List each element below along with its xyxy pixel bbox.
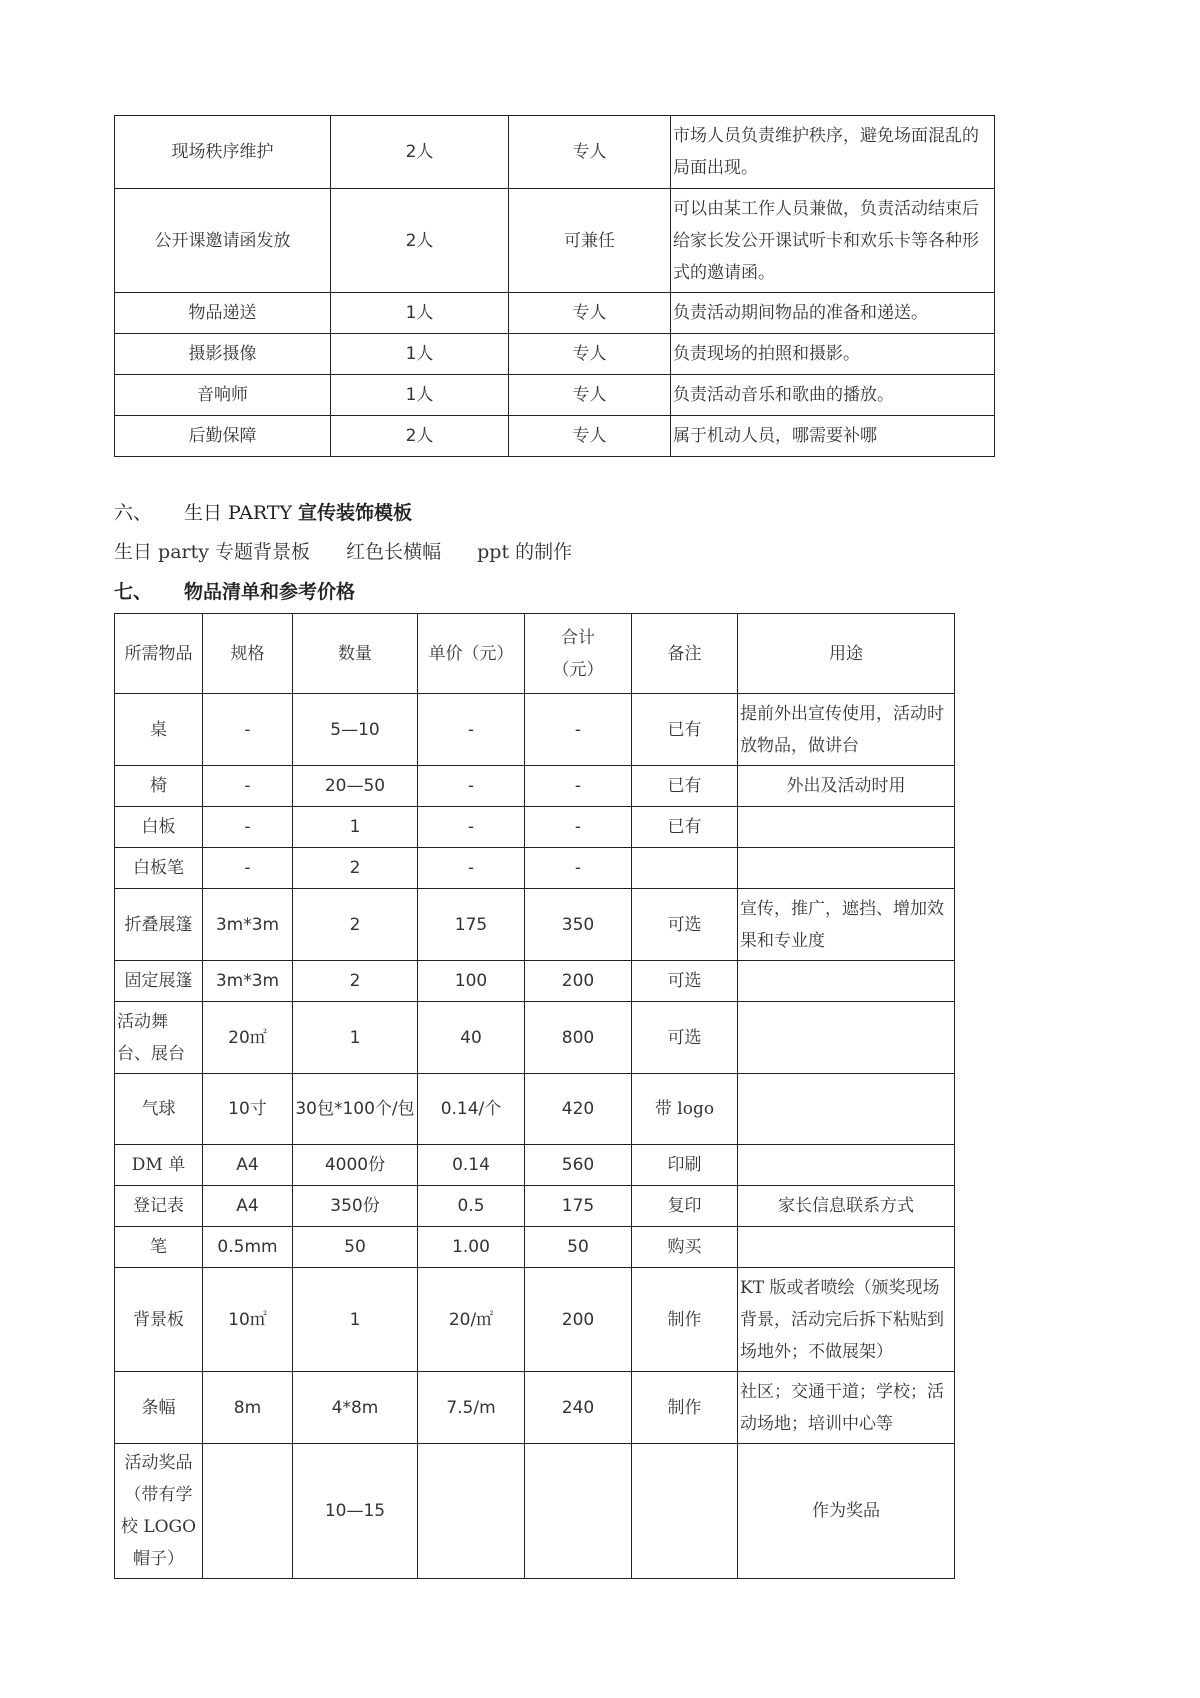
cell-spec: - (203, 848, 293, 889)
cell-price (418, 1444, 525, 1579)
cell-price: 1.00 (418, 1227, 525, 1268)
cell-spec (203, 1444, 293, 1579)
table-row (115, 1002, 955, 1074)
header-spec: 规格 (203, 614, 293, 694)
section-6-number: 六、 (114, 502, 153, 524)
cell-total: - (525, 766, 632, 807)
staff-desc: 市场人员负责维护秩序，避免场面混乱的局面出现。 (671, 116, 995, 189)
section-6-item: ppt 的制作 (477, 541, 573, 563)
table-row (115, 189, 995, 293)
staff-count: 1人 (331, 334, 509, 375)
cell-use (738, 848, 955, 889)
cell-qty: 5—10 (293, 694, 418, 766)
cell-price: - (418, 848, 525, 889)
header-total: 合计（元） (525, 614, 632, 694)
cell-price: - (418, 694, 525, 766)
staff-type: 专人 (509, 116, 671, 189)
cell-use: 宣传，推广，遮挡、增加效果和专业度 (738, 889, 955, 961)
cell-note: 购买 (632, 1227, 738, 1268)
cell-total (525, 1444, 632, 1579)
cell-qty: 2 (293, 848, 418, 889)
cell-spec: 10㎡ (203, 1268, 293, 1372)
table-row (115, 1145, 955, 1186)
cell-total: 200 (525, 1268, 632, 1372)
cell-qty: 4*8m (293, 1372, 418, 1444)
cell-use: KT 版或者喷绘（颁奖现场背景，活动完后拆下粘贴到场地外；不做展架） (738, 1268, 955, 1372)
cell-use (738, 1145, 955, 1186)
cell-use (738, 1227, 955, 1268)
section-6-title-bold: 宣传装饰模板 (298, 502, 413, 524)
cell-price: 20/㎡ (418, 1268, 525, 1372)
staff-type: 专人 (509, 293, 671, 334)
cell-item: 活动舞台、展台 (115, 1002, 203, 1074)
cell-item: 笔 (115, 1227, 203, 1268)
cell-use (738, 1002, 955, 1074)
table-row (115, 1268, 955, 1372)
cell-price: 0.14 (418, 1145, 525, 1186)
cell-item: 活动奖品（带有学校 LOGO 帽子） (115, 1444, 203, 1579)
cell-spec: - (203, 766, 293, 807)
cell-spec: 8m (203, 1372, 293, 1444)
staff-desc: 属于机动人员，哪需要补哪 (671, 416, 995, 457)
cell-total: 560 (525, 1145, 632, 1186)
cell-qty: 4000份 (293, 1145, 418, 1186)
cell-qty: 1 (293, 807, 418, 848)
cell-use: 社区；交通干道；学校；活动场地；培训中心等 (738, 1372, 955, 1444)
staff-desc: 负责现场的拍照和摄影。 (671, 334, 995, 375)
cell-total: 800 (525, 1002, 632, 1074)
staff-table (114, 115, 995, 457)
cell-use (738, 807, 955, 848)
staff-count: 2人 (331, 189, 509, 293)
cell-price: 40 (418, 1002, 525, 1074)
cell-price: 0.5 (418, 1186, 525, 1227)
cell-item: 固定展篷 (115, 961, 203, 1002)
staff-type: 可兼任 (509, 189, 671, 293)
cell-note: 印刷 (632, 1145, 738, 1186)
cell-spec: - (203, 694, 293, 766)
table-row (115, 1444, 955, 1579)
cell-item: 椅 (115, 766, 203, 807)
cell-note: 已有 (632, 694, 738, 766)
staff-desc: 负责活动音乐和歌曲的播放。 (671, 375, 995, 416)
cell-item: 登记表 (115, 1186, 203, 1227)
table-row (115, 766, 955, 807)
section-6-item: 生日 party 专题背景板 (114, 541, 311, 563)
header-note: 备注 (632, 614, 738, 694)
staff-role: 音响师 (115, 375, 331, 416)
cell-total: - (525, 807, 632, 848)
staff-count: 1人 (331, 293, 509, 334)
cell-use (738, 961, 955, 1002)
cell-qty: 1 (293, 1268, 418, 1372)
cell-qty: 50 (293, 1227, 418, 1268)
table-row (115, 293, 995, 334)
cell-total: 50 (525, 1227, 632, 1268)
table-row (115, 334, 995, 375)
cell-note: 可选 (632, 1002, 738, 1074)
table-row (115, 961, 955, 1002)
table-row (115, 116, 995, 189)
cell-price: - (418, 766, 525, 807)
cell-item: 条幅 (115, 1372, 203, 1444)
cell-spec: 3m*3m (203, 889, 293, 961)
staff-role: 现场秩序维护 (115, 116, 331, 189)
cell-spec: A4 (203, 1145, 293, 1186)
section-7-heading (114, 577, 355, 607)
cell-qty: 2 (293, 961, 418, 1002)
cell-note: 可选 (632, 961, 738, 1002)
table-row (115, 848, 955, 889)
cell-item: 白板笔 (115, 848, 203, 889)
cell-price: 175 (418, 889, 525, 961)
cell-use: 外出及活动时用 (738, 766, 955, 807)
cell-qty: 2 (293, 889, 418, 961)
section-6-item: 红色长横幅 (346, 541, 442, 563)
cell-total: - (525, 694, 632, 766)
cell-spec: 0.5mm (203, 1227, 293, 1268)
cell-item: DM 单 (115, 1145, 203, 1186)
staff-type: 专人 (509, 416, 671, 457)
cell-note: 复印 (632, 1186, 738, 1227)
cell-spec: 20㎡ (203, 1002, 293, 1074)
cell-qty: 1 (293, 1002, 418, 1074)
cell-item: 背景板 (115, 1268, 203, 1372)
table-row (115, 889, 955, 961)
table-row (115, 694, 955, 766)
cell-qty: 350份 (293, 1186, 418, 1227)
cell-qty: 20—50 (293, 766, 418, 807)
cell-note: 可选 (632, 889, 738, 961)
table-row (115, 1074, 955, 1145)
cell-spec: - (203, 807, 293, 848)
cell-item: 桌 (115, 694, 203, 766)
section-6-items (114, 537, 602, 567)
cell-spec: 3m*3m (203, 961, 293, 1002)
staff-count: 1人 (331, 375, 509, 416)
cell-total: 200 (525, 961, 632, 1002)
cell-total: 240 (525, 1372, 632, 1444)
section-6-heading (114, 498, 412, 528)
cell-spec: A4 (203, 1186, 293, 1227)
staff-role: 后勤保障 (115, 416, 331, 457)
cell-total: 420 (525, 1074, 632, 1145)
cell-item: 气球 (115, 1074, 203, 1145)
staff-type: 专人 (509, 334, 671, 375)
cell-price: 0.14/个 (418, 1074, 525, 1145)
cell-use: 作为奖品 (738, 1444, 955, 1579)
staff-desc: 可以由某工作人员兼做，负责活动结束后给家长发公开课试听卡和欢乐卡等各种形式的邀请函。 (671, 189, 995, 293)
cell-price: 100 (418, 961, 525, 1002)
table-row (115, 416, 995, 457)
cell-item: 白板 (115, 807, 203, 848)
cell-qty: 30包*100个/包 (293, 1074, 418, 1145)
staff-role: 公开课邀请函发放 (115, 189, 331, 293)
cell-use: 提前外出宣传使用，活动时放物品，做讲台 (738, 694, 955, 766)
header-price: 单价（元） (418, 614, 525, 694)
items-table (114, 613, 955, 1579)
staff-desc: 负责活动期间物品的准备和递送。 (671, 293, 995, 334)
cell-total: 350 (525, 889, 632, 961)
cell-item: 折叠展篷 (115, 889, 203, 961)
header-item: 所需物品 (115, 614, 203, 694)
section-7-title: 物品清单和参考价格 (184, 581, 356, 603)
table-row (115, 1372, 955, 1444)
cell-total: 175 (525, 1186, 632, 1227)
section-6-title-plain: 生日 PARTY (184, 502, 299, 524)
table-row (115, 1186, 955, 1227)
cell-use: 家长信息联系方式 (738, 1186, 955, 1227)
staff-count: 2人 (331, 116, 509, 189)
header-qty: 数量 (293, 614, 418, 694)
cell-use (738, 1074, 955, 1145)
staff-role: 物品递送 (115, 293, 331, 334)
cell-note (632, 848, 738, 889)
cell-note: 已有 (632, 766, 738, 807)
section-7-number: 七、 (114, 581, 153, 603)
cell-price: - (418, 807, 525, 848)
cell-price: 7.5/m (418, 1372, 525, 1444)
staff-type: 专人 (509, 375, 671, 416)
cell-total: - (525, 848, 632, 889)
cell-note: 制作 (632, 1372, 738, 1444)
cell-qty: 10—15 (293, 1444, 418, 1579)
cell-note: 带 logo (632, 1074, 738, 1145)
cell-spec: 10寸 (203, 1074, 293, 1145)
table-row (115, 375, 995, 416)
cell-note (632, 1444, 738, 1579)
cell-note: 制作 (632, 1268, 738, 1372)
table-row (115, 807, 955, 848)
staff-role: 摄影摄像 (115, 334, 331, 375)
cell-note: 已有 (632, 807, 738, 848)
table-header-row (115, 614, 955, 694)
header-use: 用途 (738, 614, 955, 694)
staff-count: 2人 (331, 416, 509, 457)
table-row (115, 1227, 955, 1268)
